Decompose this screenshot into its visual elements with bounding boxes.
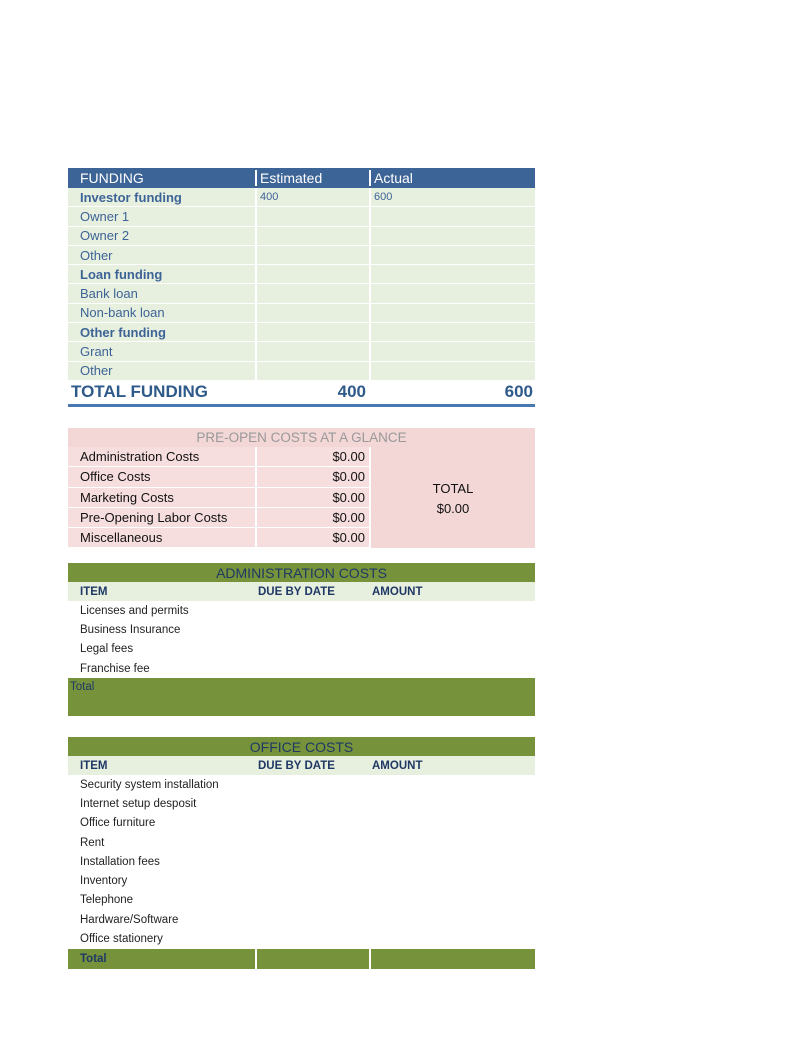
funding-row-estimated[interactable] bbox=[255, 246, 369, 264]
office-col-item: ITEM bbox=[80, 759, 108, 772]
funding-row-estimated[interactable] bbox=[255, 323, 369, 341]
office-item-row bbox=[68, 929, 535, 948]
funding-row-estimated[interactable] bbox=[255, 362, 369, 380]
preopen-total-value[interactable]: $0.00 bbox=[436, 500, 470, 516]
preopen-row bbox=[68, 467, 369, 487]
admin-title: ADMINISTRATION COSTS bbox=[68, 563, 535, 582]
funding-row bbox=[68, 304, 535, 323]
funding-row-label: Loan funding bbox=[80, 266, 163, 282]
office-item-row bbox=[68, 775, 535, 794]
office-item-row bbox=[68, 833, 535, 852]
preopen-row-label: Pre-Opening Labor Costs bbox=[80, 510, 228, 526]
total-funding-label: TOTAL FUNDING bbox=[71, 382, 208, 402]
admin-column-headers bbox=[68, 582, 535, 601]
funding-row-actual[interactable] bbox=[369, 342, 535, 360]
funding-row-actual[interactable] bbox=[369, 362, 535, 380]
funding-row-estimated[interactable] bbox=[255, 265, 369, 283]
admin-item-row bbox=[68, 659, 535, 678]
office-item-label: Hardware/Software bbox=[80, 913, 179, 926]
admin-item-row bbox=[68, 620, 535, 639]
admin-item-row bbox=[68, 640, 535, 659]
preopen-row bbox=[68, 447, 369, 467]
total-funding-actual[interactable]: 600 bbox=[504, 382, 533, 402]
admin-total-row bbox=[68, 678, 535, 716]
funding-row-label: Investor funding bbox=[80, 189, 182, 205]
preopen-title: PRE-OPEN COSTS AT A GLANCE bbox=[68, 428, 535, 447]
preopen-costs-table bbox=[68, 428, 535, 548]
office-costs-table bbox=[68, 737, 535, 969]
office-item-row bbox=[68, 871, 535, 890]
funding-row-actual[interactable] bbox=[369, 304, 535, 322]
preopen-row-value[interactable]: $0.00 bbox=[255, 528, 369, 547]
office-item-row bbox=[68, 891, 535, 910]
office-item-label: Telephone bbox=[80, 894, 134, 907]
preopen-row-value[interactable]: $0.00 bbox=[255, 488, 369, 507]
preopen-row-value[interactable]: $0.00 bbox=[255, 467, 369, 486]
funding-row-estimated[interactable] bbox=[255, 227, 369, 245]
funding-row bbox=[68, 284, 535, 303]
office-total-row bbox=[68, 949, 535, 969]
funding-table bbox=[68, 168, 535, 407]
funding-row-label: Non-bank loan bbox=[80, 305, 165, 321]
funding-row-label: Owner 1 bbox=[80, 208, 130, 224]
office-total-label: Total bbox=[80, 952, 107, 965]
funding-row-actual[interactable] bbox=[369, 227, 535, 245]
office-item-label: Inventory bbox=[80, 875, 128, 888]
funding-row bbox=[68, 207, 535, 226]
office-total-amount[interactable] bbox=[369, 949, 535, 969]
estimated-header: Estimated bbox=[255, 170, 369, 186]
office-item-label: Rent bbox=[80, 836, 105, 849]
funding-row bbox=[68, 323, 535, 342]
preopen-row-label: Miscellaneous bbox=[80, 530, 163, 546]
funding-row-actual[interactable] bbox=[369, 323, 535, 341]
office-col-amount: AMOUNT bbox=[372, 759, 423, 772]
admin-item-label: Business Insurance bbox=[80, 623, 181, 636]
preopen-total-cell bbox=[369, 447, 535, 548]
office-title: OFFICE COSTS bbox=[68, 737, 535, 756]
office-col-due: DUE BY DATE bbox=[258, 759, 335, 772]
office-item-label: Office furniture bbox=[80, 817, 156, 830]
admin-col-due: DUE BY DATE bbox=[258, 585, 335, 598]
funding-row-actual[interactable] bbox=[369, 246, 535, 264]
preopen-row-label: Administration Costs bbox=[80, 449, 200, 465]
preopen-row bbox=[68, 508, 369, 528]
funding-row-label: Other bbox=[80, 247, 113, 263]
office-item-label: Office stationery bbox=[80, 933, 163, 946]
funding-row-estimated[interactable] bbox=[255, 342, 369, 360]
admin-item-label: Franchise fee bbox=[80, 662, 150, 675]
preopen-row bbox=[68, 488, 369, 508]
funding-row-actual[interactable]: 600 bbox=[369, 188, 535, 206]
funding-row-label: Bank loan bbox=[80, 286, 138, 302]
preopen-row bbox=[68, 528, 369, 548]
office-item-label: Security system installation bbox=[80, 778, 219, 791]
office-item-row bbox=[68, 852, 535, 871]
funding-row-label: Grant bbox=[80, 344, 113, 360]
preopen-row-label: Marketing Costs bbox=[80, 489, 174, 505]
funding-row bbox=[68, 227, 535, 246]
funding-row bbox=[68, 265, 535, 284]
office-item-label: Internet setup desposit bbox=[80, 797, 197, 810]
office-item-label: Installation fees bbox=[80, 855, 160, 868]
admin-item-row bbox=[68, 601, 535, 620]
funding-row bbox=[68, 342, 535, 361]
funding-header-label: FUNDING bbox=[80, 170, 144, 186]
funding-row-label: Other bbox=[80, 363, 113, 379]
office-item-row bbox=[68, 910, 535, 929]
office-column-headers bbox=[68, 756, 535, 775]
funding-row-actual[interactable] bbox=[369, 207, 535, 225]
funding-row-label: Other funding bbox=[80, 324, 166, 340]
funding-row-estimated[interactable]: 400 bbox=[255, 188, 369, 206]
office-item-row bbox=[68, 814, 535, 833]
funding-row-actual[interactable] bbox=[369, 284, 535, 302]
admin-col-amount: AMOUNT bbox=[372, 585, 423, 598]
funding-row-actual[interactable] bbox=[369, 265, 535, 283]
preopen-row-value[interactable]: $0.00 bbox=[255, 508, 369, 527]
funding-row-estimated[interactable] bbox=[255, 207, 369, 225]
funding-row-label: Owner 2 bbox=[80, 228, 130, 244]
admin-item-label: Licenses and permits bbox=[80, 604, 189, 617]
funding-row bbox=[68, 362, 535, 381]
admin-total-label: Total bbox=[70, 681, 95, 694]
funding-header-row bbox=[68, 168, 535, 188]
actual-header: Actual bbox=[369, 170, 535, 186]
funding-row bbox=[68, 246, 535, 265]
admin-col-item: ITEM bbox=[80, 585, 108, 598]
preopen-row-label: Office Costs bbox=[80, 469, 151, 485]
office-item-row bbox=[68, 794, 535, 813]
preopen-row-value[interactable]: $0.00 bbox=[255, 447, 369, 466]
preopen-total-label: TOTAL bbox=[432, 481, 474, 497]
funding-row bbox=[68, 188, 535, 207]
administration-costs-table bbox=[68, 563, 535, 716]
funding-row-estimated[interactable] bbox=[255, 284, 369, 302]
office-total-due[interactable] bbox=[255, 949, 369, 969]
total-funding-estimated[interactable]: 400 bbox=[337, 382, 366, 402]
total-funding-row bbox=[68, 381, 535, 407]
funding-row-estimated[interactable] bbox=[255, 304, 369, 322]
admin-item-label: Legal fees bbox=[80, 643, 134, 656]
